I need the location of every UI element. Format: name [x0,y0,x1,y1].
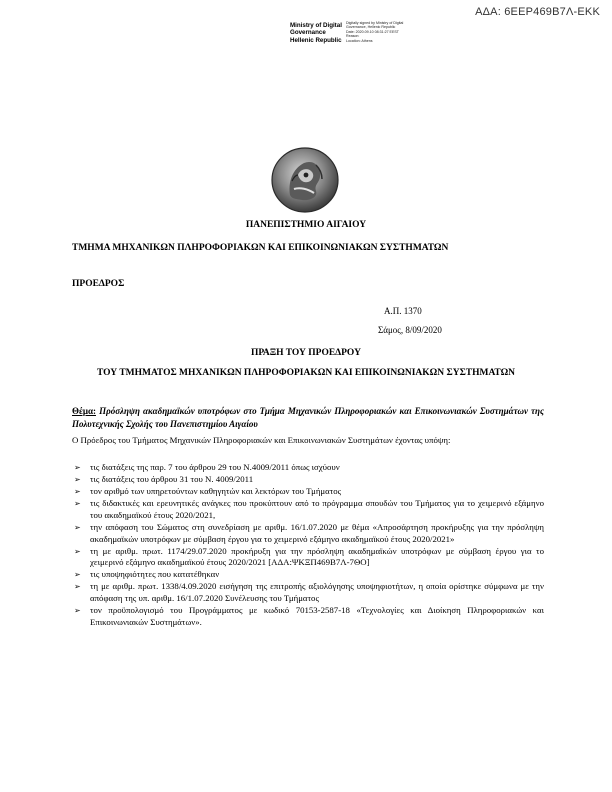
ministry-line: Hellenic Republic [290,36,342,44]
office-heading: ΠΡΟΕΔΡΟΣ [72,279,125,289]
subject-block [72,405,544,430]
list-item: ➢ τις διατάξεις του άρθρου 31 του Ν. 4009/2011 [74,474,254,485]
university-seal-icon [270,145,340,215]
digital-signature-stamp [346,21,406,43]
list-item: ➢ τη με αριθμ. πρωτ. 1174/29.07.2020 προκήρυξη για την πρόσληψη ακαδημαϊκών υποτρόφων με σύμβαση έργου για το χειμερινό εξάμηνο ακαδημαϊκού έτους 2020/2021 [ΑΔΑ:ΨΚΞΠ469Β7Λ-7ΘΟ] [74,545,544,568]
subject-text: Πρόσληψη ακαδημαϊκών υποτρόφων στο Τμήμα Μηχανικών Πληροφοριακών και Επικοινωνιακών Συστημάτων της Πολυτεχνικής Σχολής του Πανεπιστημίου Αιγαίου [72,406,545,429]
arrow-bullet-icon: ➢ [74,475,81,485]
list-item: ➢ τις διδακτικές και ερευνητικές ανάγκες που προκύπτουν από το πρόγραμμα σπουδών του Τμήματος για το χειμερινό εξάμηνο του ακαδημαϊκού έτους 2020/2021, [74,498,544,520]
list-item: ➢ τις υποψηφιότητες που κατατέθηκαν [74,569,220,580]
subject-label: Θέμα: [72,406,96,416]
department-name: ΤΜΗΜΑ ΜΗΧΑΝΙΚΩΝ ΠΛΗΡΟΦΟΡΙΑΚΩΝ ΚΑΙ ΕΠΙΚΟΙΝΩΝΙΑΚΩΝ ΣΥΣΤΗΜΑΤΩΝ [72,243,449,253]
university-name: ΠΑΝΕΠΙΣΤΗΜΙΟ ΑΙΓΑΙΟΥ [245,220,367,230]
signature-line: Date: 2020.09.10 08:31:27 EEST [346,29,399,34]
signature-line: Reason: [346,34,360,39]
list-item: ➢ την απόφαση του Σώματος στη συνεδρίαση με αριθμ. 16/1.07.2020 με θέμα «Απροσάρτηση προκήρυξης για την πρόσληψη ακαδημαϊκών υποτρόφων με σύμβαση έργου για το χειμερινό εξάμηνο ακαδημαϊκού έτους 2020/2021» [74,521,544,544]
ministry-line: Governance [290,29,326,37]
protocol-number: Α.Π. 1370 [384,306,422,316]
arrow-bullet-icon: ➢ [74,606,81,616]
act-title: ΠΡΑΞΗ ΤΟΥ ΠΡΟΕΔΡΟΥ [251,348,361,358]
arrow-bullet-icon: ➢ [74,570,81,580]
list-item: ➢ τις διατάξεις της παρ. 7 του άρθρου 29 του Ν.4009/2011 όπως ισχύουν [74,462,340,472]
intro-paragraph: Ο Πρόεδρος του Τμήματος Μηχανικών Πληροφοριακών και Επικοινωνιακών Συστημάτων έχοντας υπόψη: [72,435,451,445]
signature-line: Governance, Hellenic Republic [346,25,396,30]
arrow-bullet-icon: ➢ [74,522,81,532]
ministry-signer [290,22,342,44]
ministry-line: Ministry of Digital [290,22,342,29]
signature-line: Digitally signed by Ministry of Digital [346,21,404,25]
arrow-bullet-icon: ➢ [74,582,81,592]
arrow-bullet-icon: ➢ [74,499,81,509]
place-date: Σάμος, 8/09/2020 [378,325,442,335]
arrow-bullet-icon: ➢ [74,546,81,556]
list-item: ➢ τη με αριθμ. πρωτ. 1338/4.09.2020 εισήγηση της επιτροπής αξιολόγησης υποψηφιοτήτων, η οποία ορίστηκε σύμφωνα με την απόφαση της υπ. αριθμ. 16/1.07.2020 Συνέλευσης του Τμήματος [74,581,544,604]
considerations-list [72,462,544,629]
ada-code: ΑΔΑ: 6ΕΕΡ469Β7Λ-ΕΚΚ [475,6,600,18]
arrow-bullet-icon: ➢ [74,463,81,472]
act-subtitle: ΤΟΥ ΤΜΗΜΑΤΟΣ ΜΗΧΑΝΙΚΩΝ ΠΛΗΡΟΦΟΡΙΑΚΩΝ ΚΑΙ ΕΠΙΚΟΙΝΩΝΙΑΚΩΝ ΣΥΣΤΗΜΑΤΩΝ [96,368,516,378]
list-item: ➢ τον αριθμό των υπηρετούντων καθηγητών και λεκτόρων του Τμήματος [74,486,342,497]
arrow-bullet-icon: ➢ [74,487,81,497]
list-item: ➢ τον προϋπολογισμό του Προγράμματος με κωδικό 70153-2587-18 «Τεχνολογίες και Διοίκηση Πληροφοριακών και Επικοινωνιακών Συστημάτων». [74,605,544,627]
signature-line: Location: Athens [346,38,373,43]
